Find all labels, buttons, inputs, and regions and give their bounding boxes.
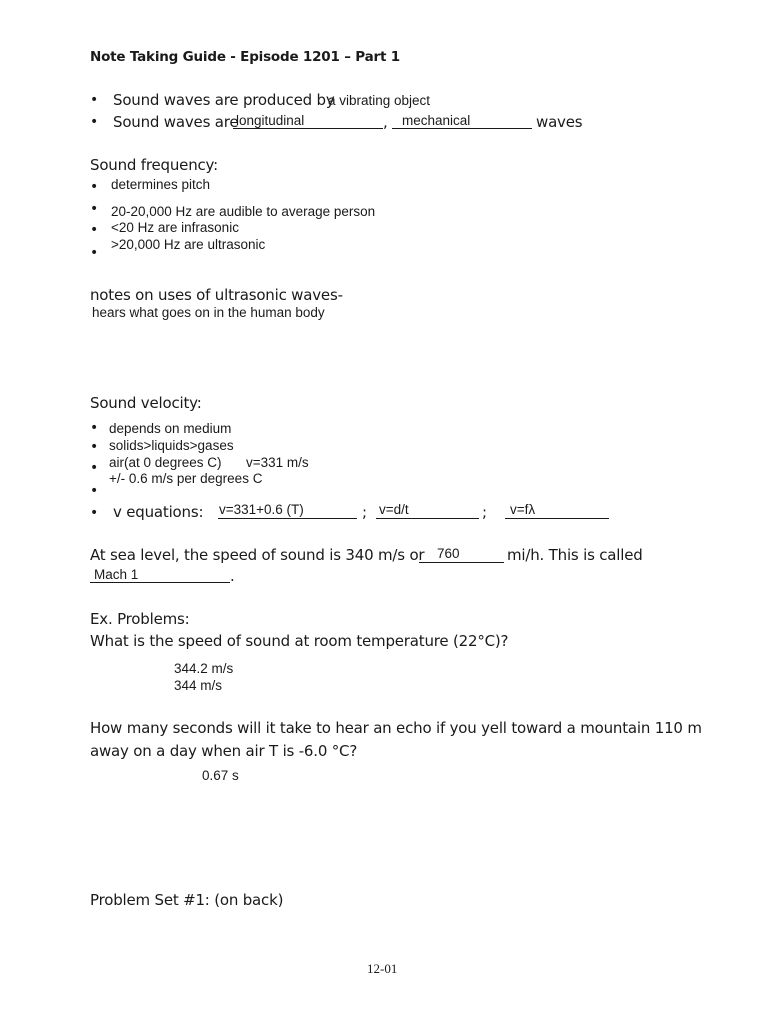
waves-line2-prefix: Sound waves are xyxy=(113,113,239,131)
question-2-line2: away on a day when air T is -6.0 °C? xyxy=(90,742,358,760)
bullet: • xyxy=(90,483,99,499)
answer-1-line1: 344.2 m/s xyxy=(174,661,234,676)
blank-line xyxy=(392,128,532,129)
waves-line1-prefix: Sound waves are produced by xyxy=(113,91,335,109)
bullet: • xyxy=(90,420,99,436)
bullet: • xyxy=(90,505,99,521)
waves-answer-mechanical: mechanical xyxy=(402,113,471,128)
bullet: • xyxy=(90,245,99,261)
blank-line xyxy=(218,518,357,519)
bullet: • xyxy=(90,222,99,238)
bullet: • xyxy=(90,460,99,476)
equation-2: v=d/t xyxy=(379,502,409,517)
period: . xyxy=(230,567,235,585)
velocity-note: +/- 0.6 m/s per degrees C xyxy=(109,471,263,486)
frequency-note: >20,000 Hz are ultrasonic xyxy=(111,237,266,252)
blank-line xyxy=(90,582,230,583)
semicolon: ; xyxy=(362,503,367,521)
frequency-note: <20 Hz are infrasonic xyxy=(111,220,239,235)
sealevel-answer-mach: Mach 1 xyxy=(94,567,139,582)
blank-line xyxy=(419,562,504,563)
blank-line xyxy=(376,518,479,519)
velocity-note: v=331 m/s xyxy=(246,455,309,470)
velocity-note: air(at 0 degrees C) xyxy=(109,455,222,470)
answer-1-line2: 344 m/s xyxy=(174,678,223,693)
comma: , xyxy=(383,113,388,131)
equation-1: v=331+0.6 (T) xyxy=(219,502,304,517)
sealevel-answer: 760 xyxy=(437,546,460,561)
ultrasonic-heading: notes on uses of ultrasonic waves- xyxy=(90,286,343,304)
frequency-heading: Sound frequency: xyxy=(90,156,218,174)
page-title: Note Taking Guide - Episode 1201 – Part 1 xyxy=(90,49,400,65)
blank-line xyxy=(505,518,609,519)
waves-answer-longitudinal: longitudinal xyxy=(236,113,305,128)
velocity-heading: Sound velocity: xyxy=(90,394,202,412)
waves-line2-suffix: waves xyxy=(536,113,583,131)
bullet: • xyxy=(90,439,99,455)
blank-line xyxy=(233,128,383,129)
sealevel-prefix: At sea level, the speed of sound is 340 m/s or xyxy=(90,546,425,564)
bullet: • xyxy=(90,201,99,217)
bullet: • xyxy=(90,179,99,195)
bullet: • xyxy=(90,114,99,130)
page-footer: 12-01 xyxy=(367,961,398,976)
examples-heading: Ex. Problems: xyxy=(90,610,190,628)
answer-2: 0.67 s xyxy=(202,768,239,783)
velocity-note: solids>liquids>gases xyxy=(109,438,234,453)
equations-label: v equations: xyxy=(113,503,204,521)
question-1: What is the speed of sound at room temperature (22°C)? xyxy=(90,632,509,650)
semicolon: ; xyxy=(482,503,487,521)
problem-set-note: Problem Set #1: (on back) xyxy=(90,891,284,909)
sealevel-suffix: mi/h. This is called xyxy=(507,546,643,564)
ultrasonic-note: hears what goes on in the human body xyxy=(92,305,325,320)
equation-3: v=fλ xyxy=(510,502,536,517)
frequency-note: 20-20,000 Hz are audible to average person xyxy=(111,204,376,219)
waves-line1-answer: a vibrating object xyxy=(328,93,431,108)
question-2-line1: How many seconds will it take to hear an echo if you yell toward a mountain 110 m xyxy=(90,719,702,737)
bullet: • xyxy=(90,92,99,108)
velocity-note: depends on medium xyxy=(109,421,232,436)
frequency-note: determines pitch xyxy=(111,177,211,192)
